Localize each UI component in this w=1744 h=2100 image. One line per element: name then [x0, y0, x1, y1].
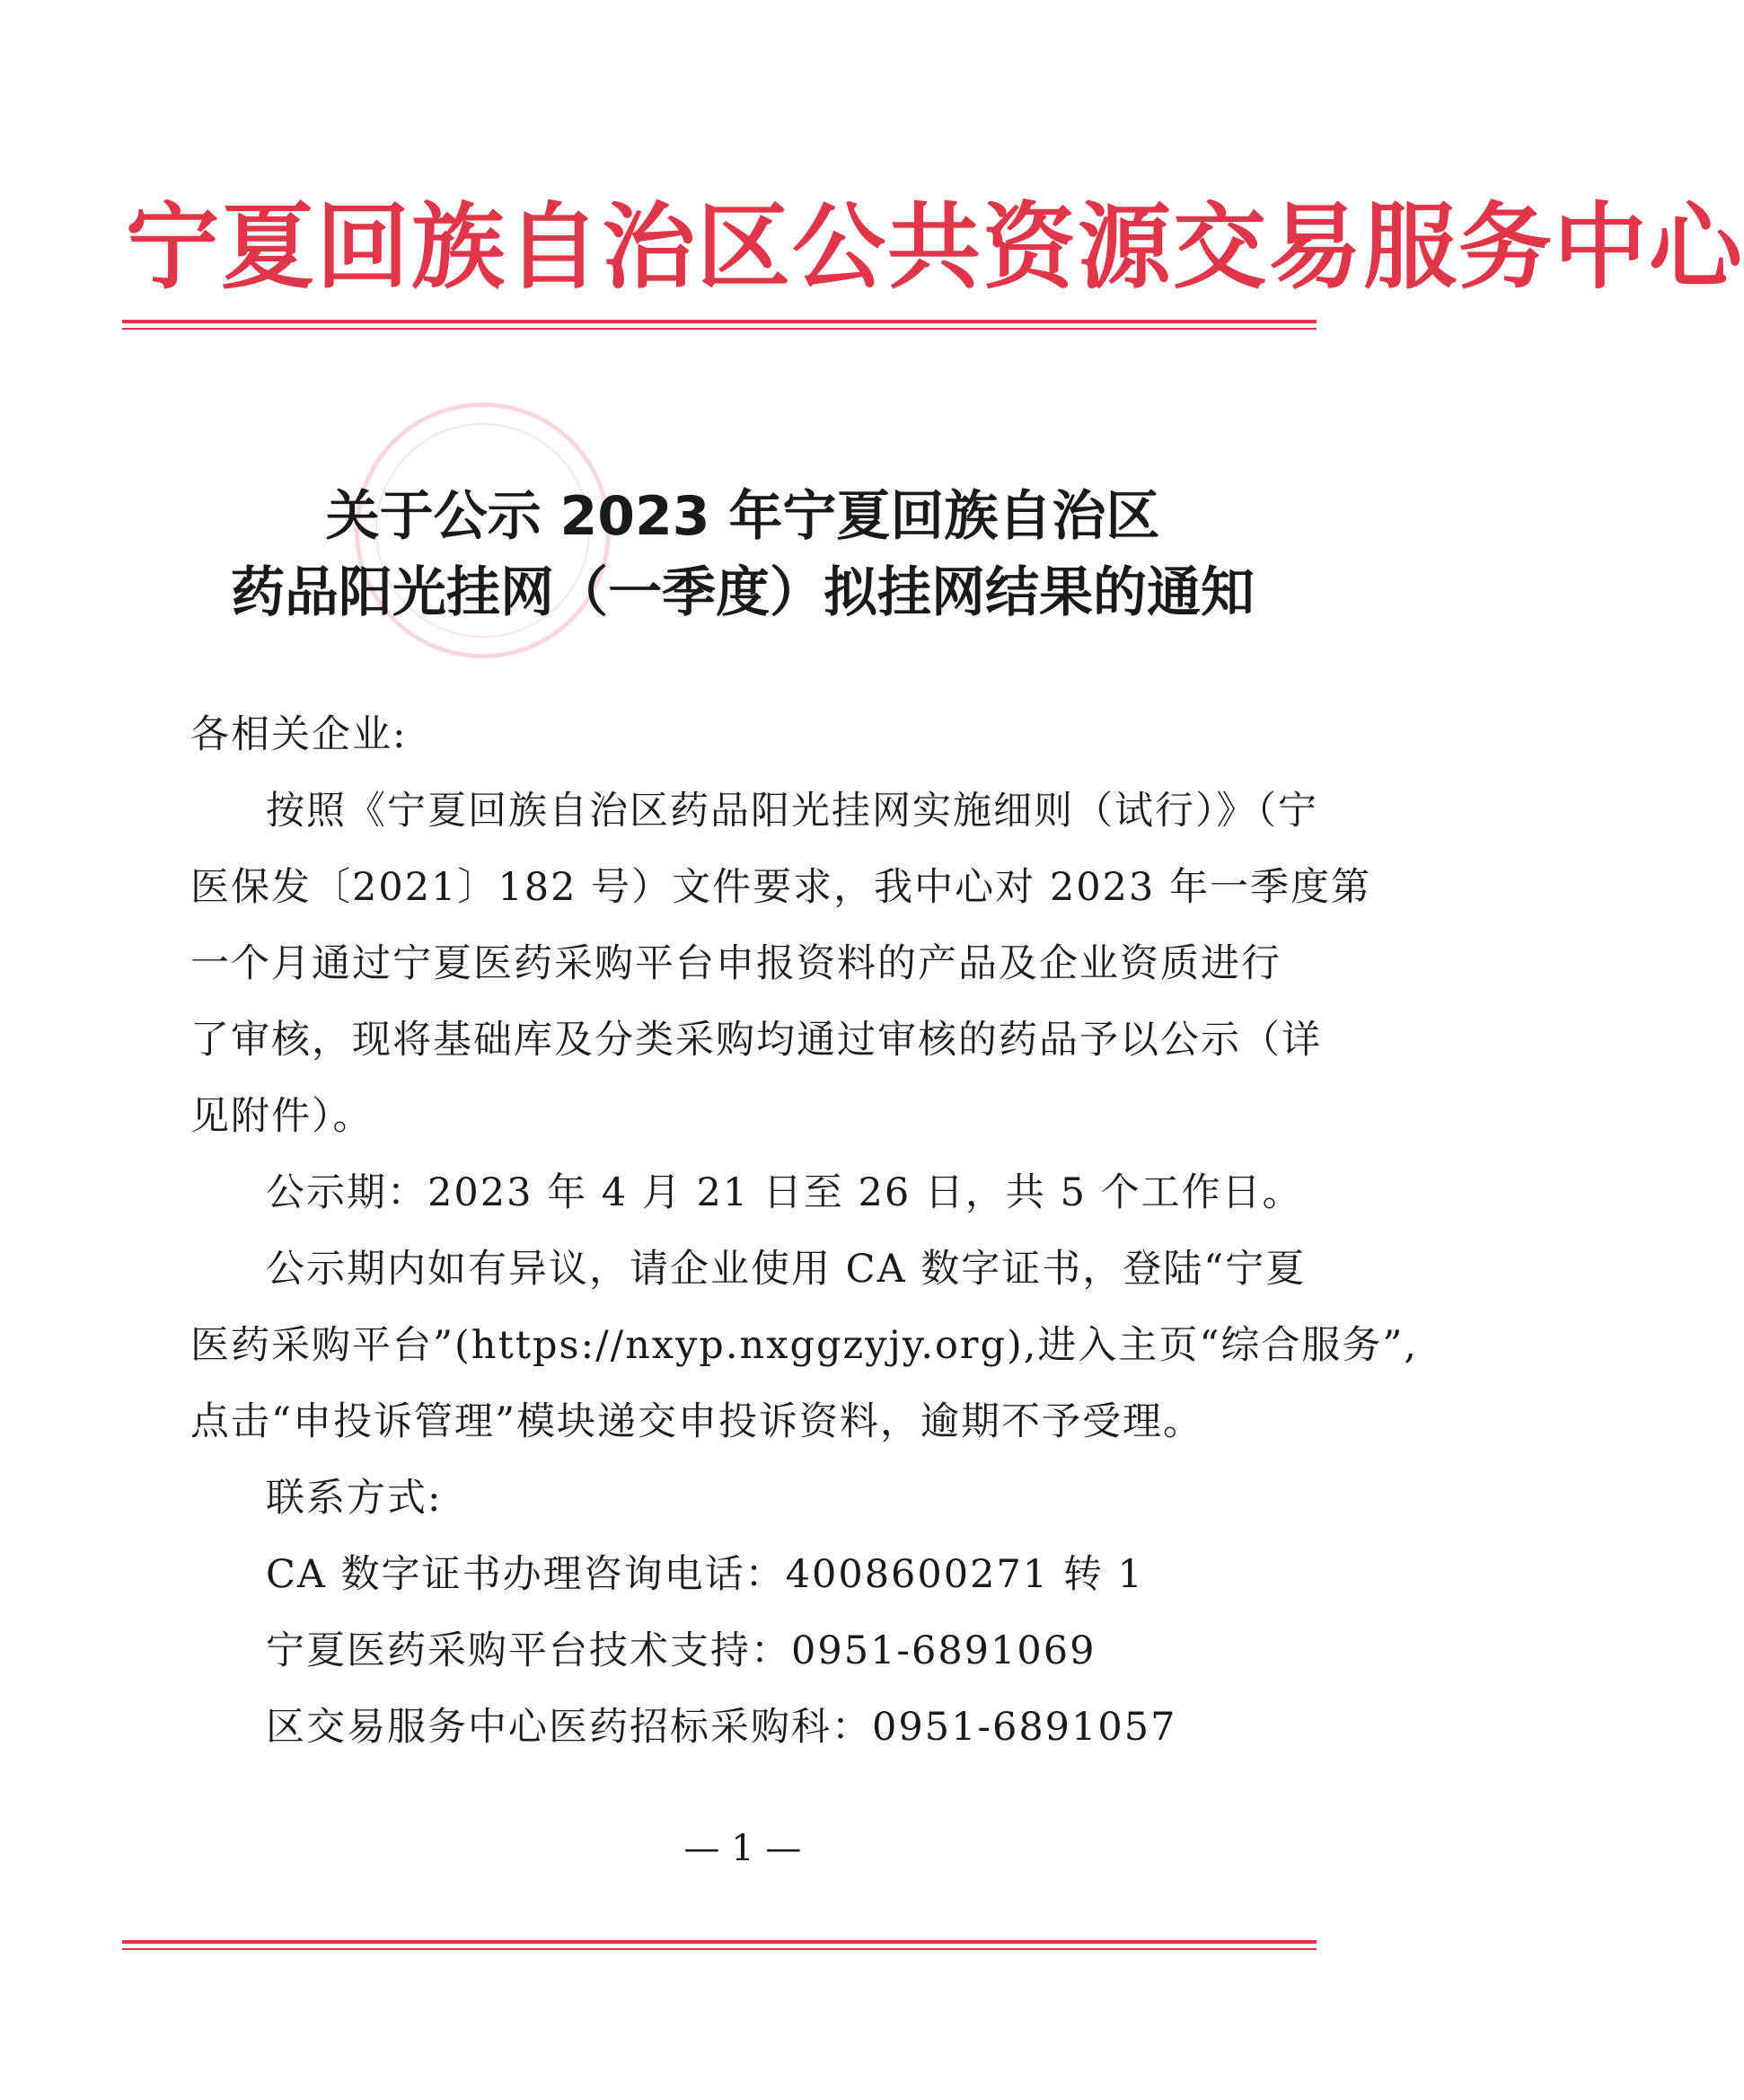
body-line: 点击“申投诉管理”模块递交申投诉资料，逾期不予受理。 [190, 1399, 1203, 1444]
contact-heading: 联系方式: [266, 1476, 443, 1521]
footer-red-rule [122, 1940, 1317, 1950]
title-line-2: 药品阳光挂网（一季度）拟挂网结果的通知 [231, 561, 1255, 624]
body-line: 医保发〔2021〕182 号）文件要求，我中心对 2023 年一季度第 [190, 865, 1371, 910]
contact-line: CA 数字证书办理咨询电话：4008600271 转 1 [266, 1552, 1144, 1597]
body-line: 医药采购平台”(https://nxyp.nxggzyjy.org),进入主页“综合服务”, [190, 1323, 1419, 1368]
body-line: 见附件）。 [190, 1094, 374, 1139]
page-number: — 1 — [683, 1828, 802, 1869]
contact-line: 区交易服务中心医药招标采购科：0951-6891057 [266, 1705, 1177, 1750]
title-line-1: 关于公示 2023 年宁夏回族自治区 [325, 485, 1160, 548]
body-line: 一个月通过宁夏医药采购平台申报资料的产品及企业资质进行 [190, 941, 1282, 986]
body-line: 按照《宁夏回族自治区药品阳光挂网实施细则（试行）》（宁 [266, 789, 1318, 834]
salutation: 各相关企业: [190, 712, 408, 757]
issuer-header: 宁夏回族自治区公共资源交易服务中心 [126, 191, 1744, 302]
contact-line: 宁夏医药采购平台技术支持：0951-6891069 [266, 1628, 1097, 1673]
body-line: 了审核，现将基础库及分类采购均通过审核的药品予以公示（详 [190, 1018, 1322, 1063]
body-line: 公示期内如有异议，请企业使用 CA 数字证书，登陆“宁夏 [266, 1247, 1307, 1292]
header-red-rule [122, 320, 1317, 330]
publicity-period: 公示期：2023 年 4 月 21 日至 26 日，共 5 个工作日。 [266, 1170, 1303, 1215]
